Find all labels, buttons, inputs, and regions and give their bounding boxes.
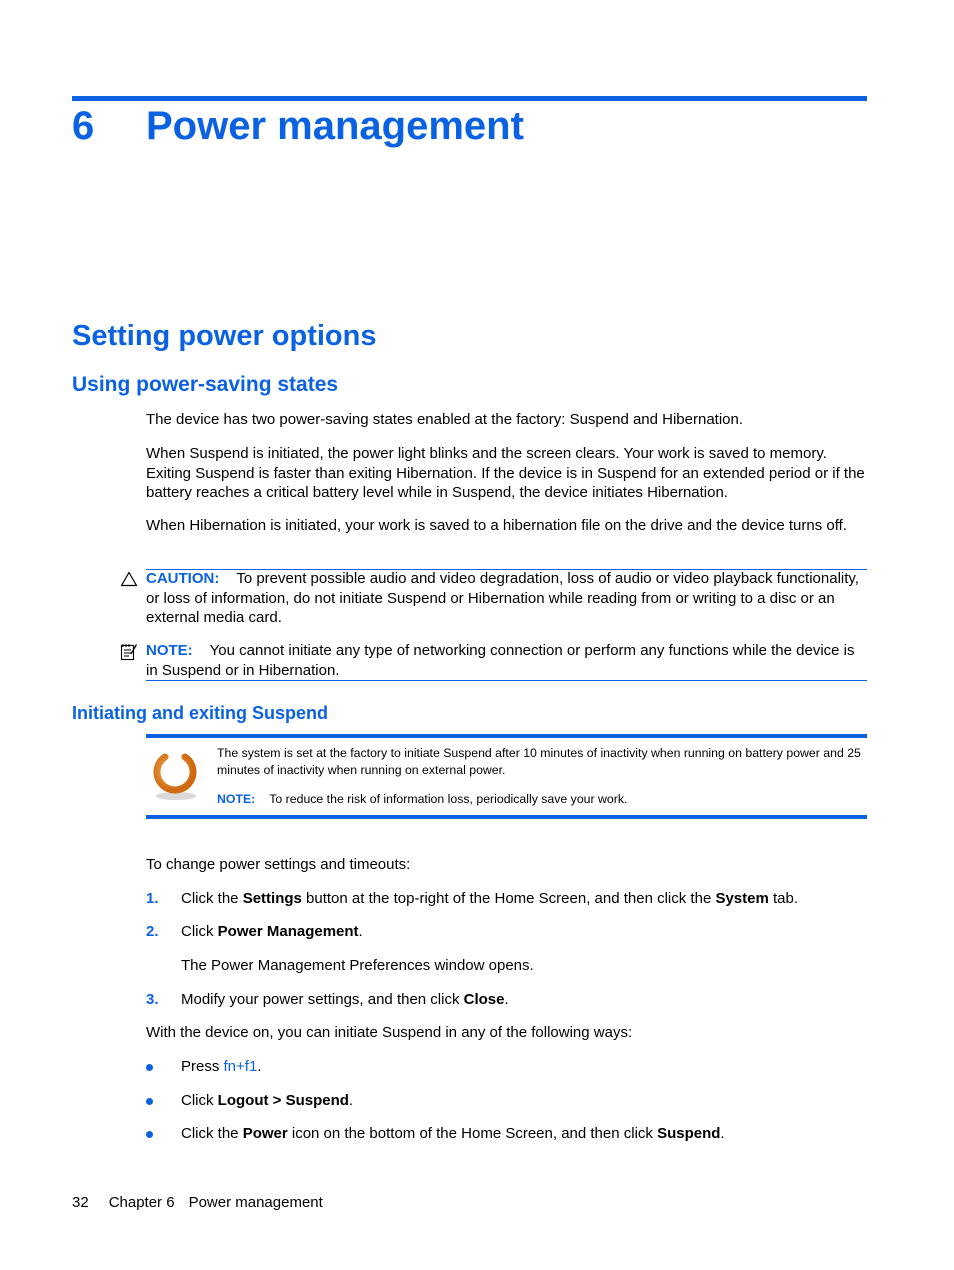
page-number: 32 [72,1194,89,1211]
caution-triangle-icon [120,571,138,587]
step-number: 1. [146,890,159,907]
infobox-bottom-rule [146,815,867,819]
key-combo: fn+f1 [223,1058,258,1075]
infobox-note-label: NOTE: [217,792,256,806]
infobox-text: The system is set at the factory to initiate Suspend after 10 minutes of inactivity when running on battery power and 25 minutes of inactivity when running on external power. [217,746,861,777]
step-item: Modify your power settings, and then click Close. [181,991,509,1008]
step-number: 2. [146,923,159,940]
chapter-title: Power management [146,104,524,148]
subsubsection-title: Initiating and exiting Suspend [72,703,329,723]
bullets-intro: With the device on, you can initiate Suspend in any of the following ways: [146,1024,633,1041]
footer-chapter-title: Power management [188,1194,323,1211]
paragraph-suspend: When Suspend is initiated, the power light blinks and the screen clears. Your work is saved to memory. Exiting Suspend is faster than exiting Hibernation. If the device is in Suspend for an extended period or if the battery reaches a critical battery level while in Suspend, the device initiates Hibernation. [146,445,865,501]
infobox-note-text: To reduce the risk of information loss, periodically save your work. [269,792,628,806]
step-item: Click the Settings button at the top-right of the Home Screen, and then click the System tab. [181,890,799,907]
footer-chapter-label: Chapter 6 [108,1194,175,1211]
note-pad-icon [120,643,138,661]
note-text: You cannot initiate any type of networking connection or perform any functions while the device is in Suspend or in Hibernation. [146,642,855,679]
power-icon [149,744,201,802]
caution-block [146,569,868,628]
bullet-dot [146,1131,153,1138]
bullet-item: Click Logout > Suspend. [181,1092,354,1109]
subsection-title: Using power-saving states [72,373,339,396]
step-item: Click Power Management. [181,923,363,940]
step-number: 3. [146,991,159,1008]
note-label: NOTE: [146,642,193,659]
section-title: Setting power options [72,320,377,352]
caution-label: CAUTION: [146,570,220,587]
infobox-note [217,791,867,808]
step-subtext: The Power Management Preferences window opens. [181,957,534,974]
bullet-dot [146,1098,153,1105]
bullet-item: Click the Power icon on the bottom of the Home Screen, and then click Suspend. [181,1125,725,1142]
note-block [146,641,868,680]
caution-text: To prevent possible audio and video degradation, loss of audio or video playback functionality, or loss of information, do not initiate Suspend or Hibernation while reading from or writing to a disc or an external media card. [146,570,859,626]
paragraph-hibernation: When Hibernation is initiated, your work is saved to a hibernation file on the drive and the device turns off. [146,517,847,534]
page-footer [72,1193,323,1212]
infobox-top-rule [146,734,867,738]
paragraph-intro: The device has two power-saving states enabled at the factory: Suspend and Hibernation. [146,411,744,428]
bullet-item: Press fn+f1. [181,1058,262,1075]
steps-intro: To change power settings and timeouts: [146,856,411,873]
note-bottom-rule [146,680,867,681]
chapter-number: 6 [72,104,95,148]
bullet-dot [146,1064,153,1071]
